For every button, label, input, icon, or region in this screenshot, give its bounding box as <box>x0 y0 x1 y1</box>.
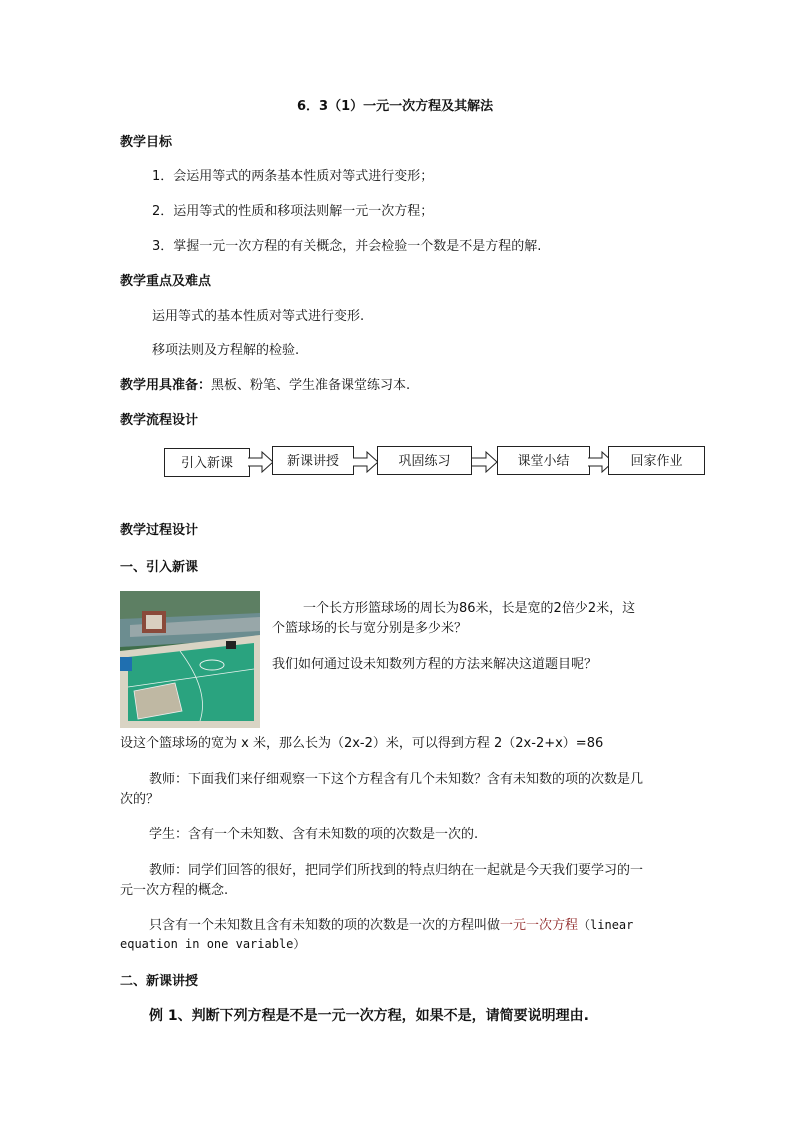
definition-text: 只含有一个未知数且含有未知数的项的次数是一次的方程叫做 <box>149 918 501 933</box>
key-point-1: 运用等式的基本性质对等式进行变形. <box>152 309 365 324</box>
tools-line <box>120 374 410 393</box>
flow-heading: 教学流程设计 <box>120 413 199 428</box>
section1-heading: 一、引入新课 <box>120 560 199 575</box>
problem-line-1: 一个长方形篮球场的周长为86米，长是宽的2倍少2米，这 <box>303 601 636 616</box>
question-line: 我们如何通过设未知数列方程的方法来解决这道题目呢？ <box>272 657 598 672</box>
page-title: 6．3（1）一元一次方程及其解法 <box>297 99 494 114</box>
flow-step-practice: 巩固练习 <box>377 446 472 475</box>
flow-step-teach: 新课讲授 <box>272 446 354 475</box>
key-point-2: 移项法则及方程解的检验. <box>152 343 300 358</box>
flow-arrow-1 <box>248 450 274 474</box>
flow-arrow-3 <box>472 450 498 474</box>
objective-item-3: 3．掌握一元一次方程的有关概念，并会检验一个数是不是方程的解. <box>152 239 542 254</box>
teacher-question-line-2: 次的？ <box>120 792 160 807</box>
section2-heading: 二、新课讲授 <box>120 974 199 989</box>
objective-item-1: 1．会运用等式的两条基本性质对等式进行变形； <box>152 169 434 184</box>
example-1: 例 1、判断下列方程是不是一元一次方程，如果不是，请简要说明理由. <box>149 1008 589 1024</box>
student-answer: 学生：含有一个未知数、含有未知数的项的次数是一次的. <box>149 827 479 842</box>
key-points-heading: 教学重点及难点 <box>120 274 212 289</box>
teacher-question-line-1: 教师：下面我们来仔细观察一下这个方程含有几个未知数？含有未知数的项的次数是几 <box>149 772 644 787</box>
basketball-court-image <box>120 591 260 728</box>
definition-english-start: （linear <box>578 918 634 932</box>
definition-line-1 <box>149 914 633 933</box>
flow-step-intro: 引入新课 <box>164 448 250 477</box>
flow-step-homework: 回家作业 <box>608 446 705 475</box>
process-heading: 教学过程设计 <box>120 523 199 538</box>
equation-line: 设这个篮球场的宽为 x 米，那么长为（2x-2）米，可以得到方程 2（2x-2+x）=86 <box>120 736 604 751</box>
flow-step-summary: 课堂小结 <box>497 446 590 475</box>
tools-text: 黑板、粉笔、学生准备课堂练习本. <box>211 378 411 393</box>
definition-line-2: equation in one variable） <box>120 937 306 951</box>
objectives-heading: 教学目标 <box>120 135 173 150</box>
objective-item-2: 2．运用等式的性质和移项法则解一元一次方程； <box>152 204 434 219</box>
teacher-summary-line-2: 元一次方程的概念. <box>120 883 229 898</box>
flow-arrow-2 <box>353 450 379 474</box>
definition-term: 一元一次方程 <box>500 918 579 933</box>
tools-label: 教学用具准备： <box>120 378 212 393</box>
teacher-summary-line-1: 教师：同学们回答的很好，把同学们所找到的特点归纳在一起就是今天我们要学习的一 <box>149 863 644 878</box>
problem-line-2: 个篮球场的长与宽分别是多少米？ <box>272 621 468 636</box>
